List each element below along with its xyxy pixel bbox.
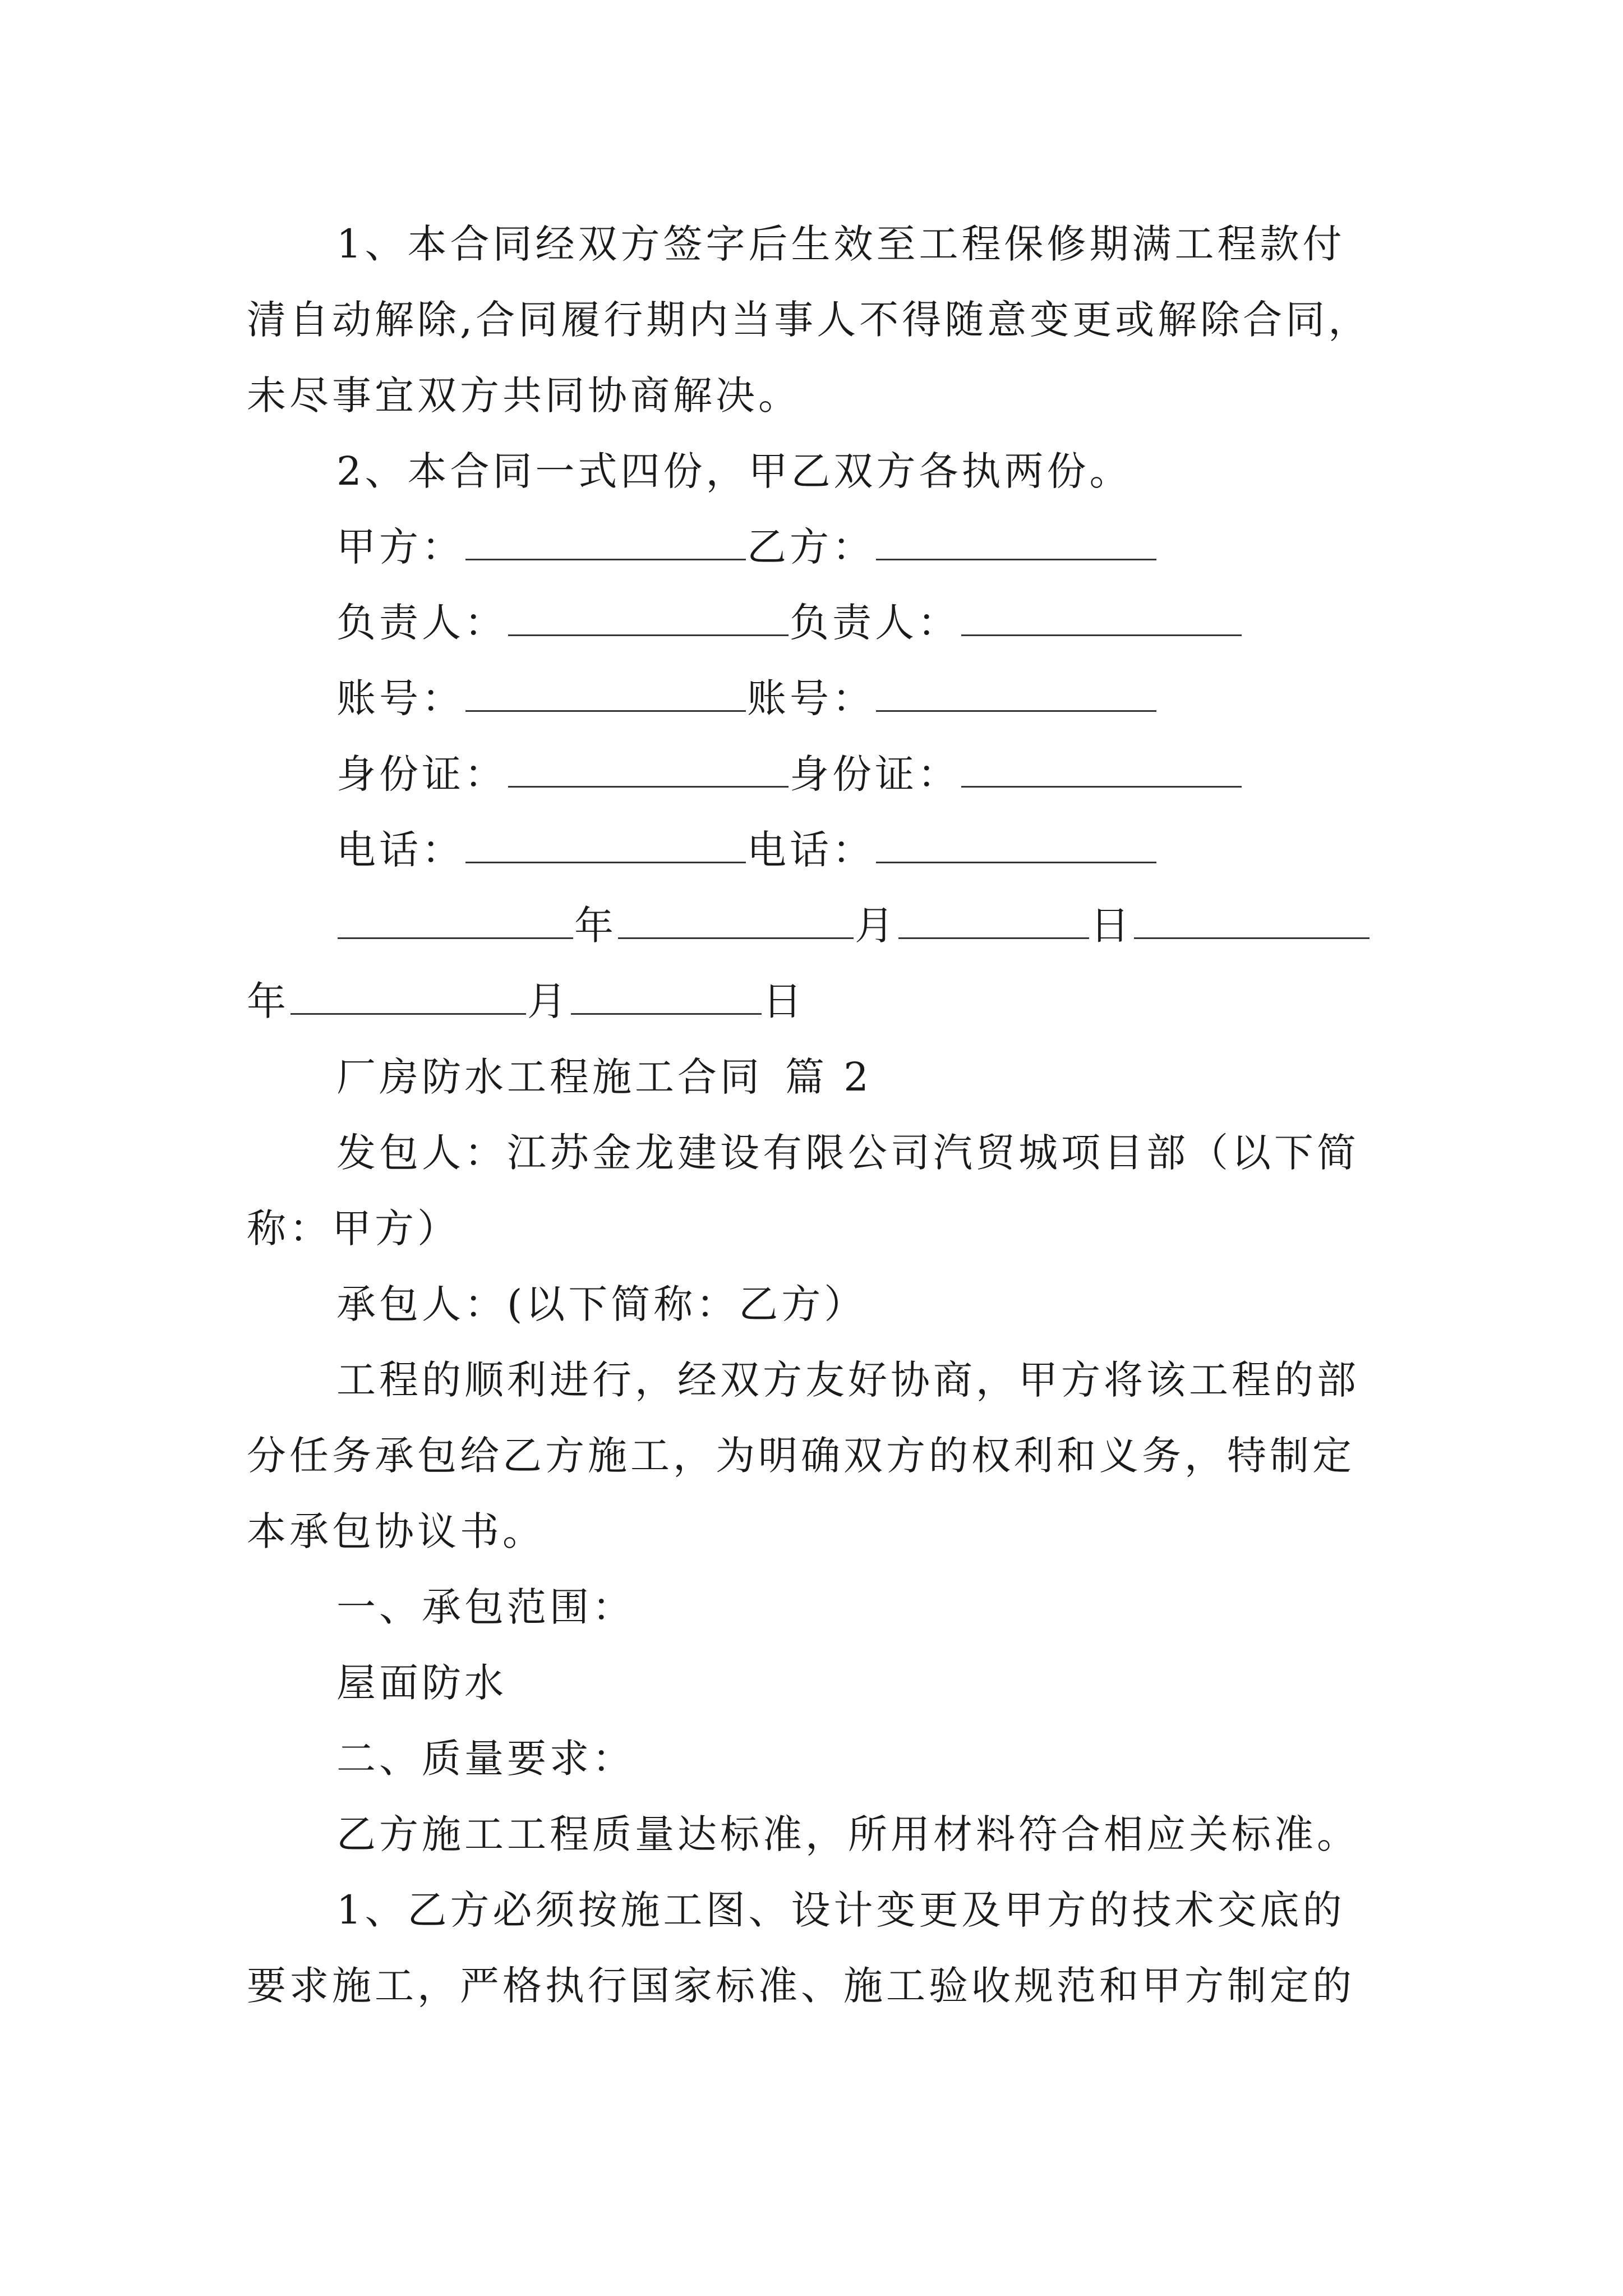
para-intro-line3: 本承包协议书。: [247, 1508, 545, 1554]
para-employer-line1: 发包人：江苏金龙建设有限公司汽贸城项目部（以下简: [336, 1130, 1359, 1176]
year-b-blank[interactable]: [1134, 906, 1370, 939]
id-b-label: 身份证：: [790, 751, 960, 797]
acct-a-blank[interactable]: [465, 679, 746, 712]
signature-row-responsible: [336, 595, 1243, 651]
day-a-label: 日: [1090, 903, 1133, 949]
signature-row-id: [336, 746, 1243, 802]
para-quality: 乙方施工工程质量达标准，所用材料符合相应关标准。: [336, 1811, 1359, 1857]
para-employer-line2: 称：甲方）: [247, 1205, 460, 1251]
day-b-label: 日: [763, 978, 805, 1024]
id-b-blank[interactable]: [961, 754, 1242, 788]
year-a-label: 年: [574, 903, 617, 949]
id-a-label: 身份证：: [336, 751, 507, 797]
para-intro-line1: 工程的顺利进行，经双方友好协商，甲方将该工程的部: [336, 1357, 1359, 1403]
month-b-label: 月: [527, 978, 570, 1024]
acct-a-label: 账号：: [336, 675, 464, 721]
resp-b-blank[interactable]: [961, 603, 1242, 636]
party-b-label: 乙方：: [747, 524, 875, 570]
party-b-blank[interactable]: [876, 527, 1156, 560]
para-clause1-line2: 要求施工，严格执行国家标准、施工验收规范和甲方制定的: [247, 1963, 1355, 2009]
tel-b-label: 电话：: [747, 827, 875, 873]
para-validity-line2: 清自动解除,合同履行期内当事人不得随意变更或解除合同，: [247, 297, 1371, 343]
tel-b-blank[interactable]: [876, 830, 1156, 863]
year-a-blank[interactable]: [338, 906, 573, 939]
signature-row-account: [336, 670, 1158, 726]
date-row-a: [336, 898, 1371, 954]
signature-row-phone: [336, 822, 1158, 878]
day-a-blank[interactable]: [898, 906, 1089, 939]
month-a-blank[interactable]: [618, 906, 854, 939]
resp-b-label: 负责人：: [790, 600, 960, 646]
para-contractor: 承包人：(以下简称：乙方）: [336, 1281, 867, 1327]
day-b-blank[interactable]: [571, 982, 762, 1015]
section-title: [336, 1049, 872, 1105]
tel-a-label: 电话：: [336, 827, 464, 873]
acct-b-label: 账号：: [747, 675, 875, 721]
section-title-text: 厂房防水工程施工合同: [336, 1054, 763, 1100]
para-intro-line2: 分任务承包给乙方施工，为明确双方的权利和义务，特制定: [247, 1433, 1355, 1479]
para-clause1-line1: 1、乙方必须按施工图、设计变更及甲方的技术交底的: [336, 1887, 1345, 1933]
section-title-suffix: 篇 2: [785, 1054, 872, 1100]
party-a-blank[interactable]: [465, 527, 746, 560]
heading-scope: 一、承包范围：: [336, 1584, 635, 1630]
resp-a-blank[interactable]: [508, 603, 789, 636]
month-a-label: 月: [855, 903, 897, 949]
signature-row-party: [336, 519, 1158, 575]
resp-a-label: 负责人：: [336, 600, 507, 646]
party-a-label: 甲方：: [336, 524, 464, 570]
para-copies: 2、本合同一式四份，甲乙双方各执两份。: [336, 448, 1132, 494]
id-a-blank[interactable]: [508, 754, 789, 788]
para-validity-line3: 未尽事宜双方共同协商解决。: [247, 372, 801, 418]
acct-b-blank[interactable]: [876, 679, 1156, 712]
para-validity-line1: 1、本合同经双方签字后生效至工程保修期满工程款付: [336, 221, 1345, 267]
tel-a-blank[interactable]: [465, 830, 746, 863]
para-scope: 屋面防水: [336, 1660, 507, 1706]
heading-quality: 二、质量要求：: [336, 1736, 635, 1782]
year-b-label: 年: [247, 978, 289, 1024]
month-b-blank[interactable]: [291, 982, 526, 1015]
date-row-b: [247, 973, 805, 1029]
